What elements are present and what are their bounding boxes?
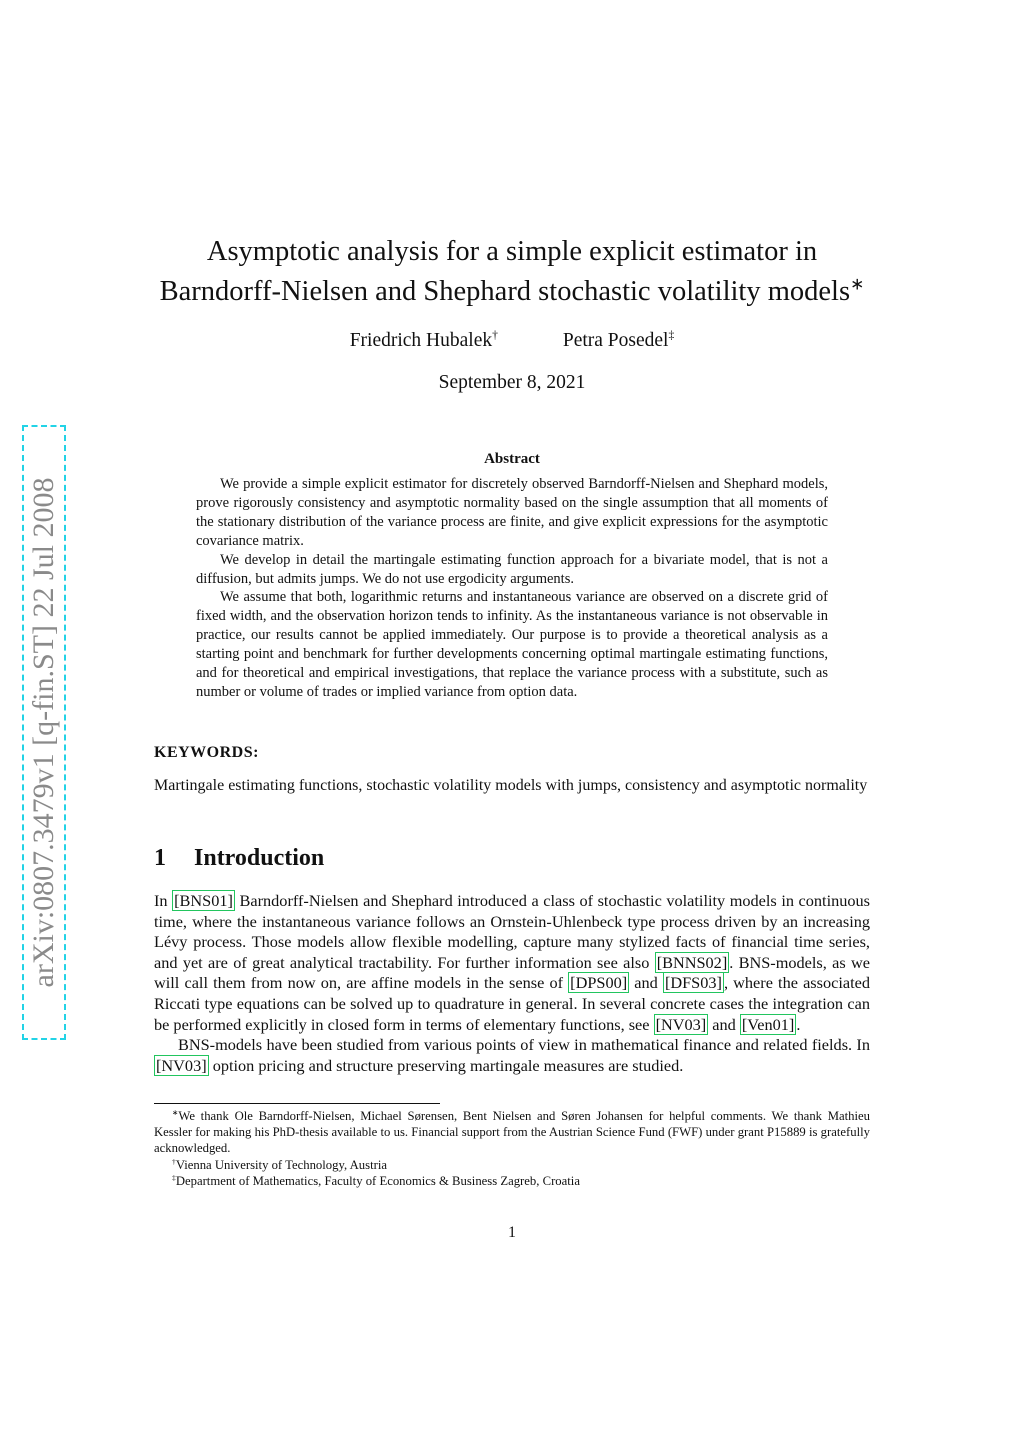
footnote-mark: † (172, 1156, 176, 1166)
citation-link-dps00[interactable]: [DPS00] (570, 973, 628, 993)
citation-link-ven01[interactable]: [Ven01] (741, 1014, 795, 1034)
footnote-text: Department of Mathematics, Faculty of Economics & Business Zagreb, Croatia (175, 1173, 580, 1188)
citation-link-dfs03[interactable]: [DFS03] (664, 973, 722, 993)
text-run: . (796, 1014, 801, 1034)
title-line-2-text: Barndorff-Nielsen and Shephard stochastic volatility models (159, 276, 851, 307)
keywords-text: Martingale estimating functions, stochastic volatility models with jumps, consistency and asymptotic normality (154, 777, 868, 794)
author-list (140, 330, 884, 352)
text-run: BNS-models have been studied from various points of view in mathematical finance and related fields. In (178, 1035, 870, 1055)
text-run: In (154, 891, 173, 910)
abstract-paragraph: We develop in detail the martingale estimating function approach for a bivariate model, that is not a diffusion, but admits jumps. We do not use ergodicity arguments. (196, 551, 828, 587)
text-run: Barndorff-Nielsen and Shephard introduced a class of stochastic volatility models in continuous time, where the instantaneous variance follows an Ornstein-Uhlenbeck type process driven by an increasing Lévy process. Those models allow flexible modelling, capture many stylized facts of financial time series, and yet are of great analytical tractability. For further information see also (154, 891, 870, 972)
author-posedel (563, 330, 674, 352)
citation-link-nv03[interactable]: [NV03] (655, 1014, 707, 1034)
paper-title (140, 232, 884, 312)
citation-link-bns01[interactable]: [BNS01] (174, 891, 233, 910)
abstract-heading: Abstract (484, 451, 540, 467)
intro-paragraph-2 (154, 1035, 870, 1076)
footnote-divider (154, 1103, 440, 1104)
author-hubalek (350, 330, 498, 352)
footnote (154, 1108, 870, 1157)
abstract-body (196, 475, 828, 702)
title-footnote-mark[interactable]: ∗ (850, 274, 865, 294)
citation-link-nv03[interactable]: [NV03] (156, 1055, 207, 1075)
introduction-body (154, 891, 870, 1076)
author-footnote-mark[interactable]: ‡ (668, 328, 675, 342)
footnote (154, 1173, 870, 1189)
paper-date: September 8, 2021 (438, 372, 586, 393)
abstract-paragraph: We provide a simple explicit estimator for discretely observed Barndorff-Nielsen and Shephard models, prove rigorously consistency and asymptotic normality based on the single assumption that all moments of the stationary distribution of the variance process are finite, and give explicit expressions for the asymptotic covariance matrix. (196, 476, 828, 549)
author-footnote-mark[interactable]: † (492, 328, 498, 342)
title-line-1: Asymptotic analysis for a simple explicit estimator in (206, 236, 818, 267)
footnote-mark: ‡ (172, 1172, 176, 1182)
footnote-mark: ∗ (172, 1107, 179, 1117)
arxiv-identifier-stamp[interactable]: arXiv:0807.3479v1 [q-fin.ST] 22 Jul 2008 (22, 425, 66, 1040)
text-run: option pricing and structure preserving martingale measures are studied. (208, 1055, 684, 1075)
text-run: , where the associated Riccati type equations can be solved up to quadrature in general. In several concrete cases the integration can be performed explicitly in closed form in terms of elementary functions, see (154, 973, 870, 1034)
text-run: . BNS-models, as we will call them from now on, are affine models in the sense of (154, 952, 870, 993)
footnotes (154, 1108, 870, 1189)
author-name: Petra Posedel (562, 330, 669, 351)
citation-link-bnns02[interactable]: [BNNS02] (656, 952, 728, 972)
section-heading-introduction (154, 845, 324, 872)
intro-paragraph-1 (154, 891, 870, 1035)
title-line-2 (140, 272, 884, 312)
footnote-text: Vienna University of Technology, Austria (175, 1157, 387, 1172)
page-number: 1 (508, 1224, 516, 1241)
section-title: Introduction (194, 845, 325, 871)
abstract-paragraph: We assume that both, logarithmic returns and instantaneous variance are observed on a discrete grid of fixed width, and the observation horizon tends to infinity. As the instantaneous variance is not observable in practice, our results cannot be applied immediately. Our purpose is to provide a theoretical analysis as a starting point and benchmark for further developments concerning optimal martingale estimating functions, and for theoretical and empirical investigations, that replace the variance process with a substitute, such as number or volume of trades or implied variance from option data. (196, 589, 828, 700)
text-run: and (629, 973, 663, 993)
author-name: Friedrich Hubalek (349, 330, 493, 351)
footnote (154, 1157, 870, 1173)
keywords-heading: KEYWORDS: (154, 744, 259, 761)
section-number: 1 (154, 845, 166, 871)
text-run: and (708, 1014, 740, 1034)
footnote-text: We thank Ole Barndorff-Nielsen, Michael Sørensen, Bent Nielsen and Søren Johansen for helpful comments. We thank Mathieu Kessler for making his PhD-thesis available to us. Financial support from the Austrian Science Fund (FWF) under grant P15889 is gratefully acknowledged. (154, 1109, 870, 1156)
